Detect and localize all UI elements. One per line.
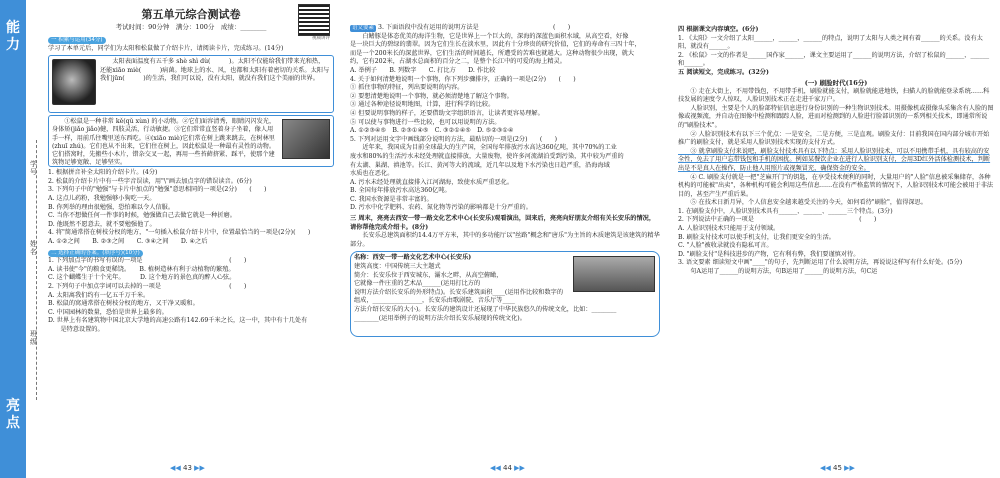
card-line: 组成，________________，长安乐由歌剧院、音乐厅等____: [354, 297, 515, 305]
section-intro: 长安乐总建筑面积约14.4万平方米，其中的多功能厅以"丝路"概念和"唐乐"为主旨的木质建筑是该建筑的精华部分。: [350, 232, 660, 248]
fill-line: 1. 《太阳》一文介绍了太阳______，______，______的特点，说明了太阳与人类之间有着______的关系。没有太阳，就没有______。: [678, 34, 983, 51]
option-line: ① 抓住事物的特征，列出要说明的内容。: [350, 84, 464, 92]
option-line: C. 我国水资源是非常丰富的。: [350, 195, 433, 203]
band-title-bottom: 亮点: [6, 398, 20, 431]
option-line: B. 全国每年排放污水高达360亿吨。: [350, 187, 451, 195]
option-line: A. 人脸识别技术只能用于支付领域。: [678, 225, 780, 233]
question-line: 3. 下列句子中的"勉强"与卡片中加点的"勉强"意思相同的一项是(2分) ( ): [48, 186, 267, 194]
card-line: 简介：长安乐位于西安城东，灞水之畔，从高空俯瞰，: [354, 271, 503, 279]
exam-title: 第五单元综合测试卷: [141, 8, 241, 21]
sun-card: [48, 55, 334, 113]
passage-line: 近年来，我国成为目前全球最大的生产国，全国每年排放污水高达360亿吨，其中70%的工业: [350, 144, 617, 152]
page-43: [0, 0, 340, 478]
question-line: 3. 下面语段中没有运用的说明方法是 ( ): [378, 24, 571, 31]
page-45: [670, 0, 1000, 478]
passage-line: 废水和80%的生活污水未经处理就直接排放，大量废物，使许多河流湖泊受到污染，其中较为严重的: [350, 152, 624, 160]
squirrel-card-text: ①松鼠是一种非常 kě(qǔ xùn) 的小动物。②它们面容清秀，眼睛闪闪发光，身体矫(jiǎo jiǎo)健，四肢灵活，行动敏捷。③它们常常直竖着身子坐着，像人用手一样，用前爪往嘴里送东西吃。④(xiāo miè)它们常在树上跳来跳去，在树林里(zhuī zhú)。它们也从不出来，它们住在树上，因此松鼠是一种最有灵性的动物。它们搭窝时，先搬些小木片，错杂交叉一起，再用一些苔藓挤紧、踩平，使那个建筑物足够宽敞、足够坚实。: [52, 118, 276, 167]
field-name: 姓名: [30, 240, 37, 256]
passage-paragraph: ② 人脸识别技术有以下三个优点：一是安全，二是方便，三是直观。刷脸支付：目前我国在国内部分城市开始推广的刷脸支付，就是采用人脸识别技术实现的支付方式。: [678, 130, 990, 147]
option-line: ② 要想清楚地说明一个事物，就必须清楚地了解这个事物。: [350, 92, 513, 100]
question-line: 2. 下列句子中加点字词可以去掉的一项是 ( ): [48, 282, 247, 290]
question-intro: 学习了本单元后，同学们为太阳和松鼠做了介绍卡片，请阅读卡片，完成练习。(14分): [48, 44, 284, 52]
card-line: 说明方法介绍长安乐的外形特点)。长安乐建筑面积____(运用作比较和数字的: [354, 288, 564, 296]
question-line: 2. 下列说法中正确的一项是 ( ): [678, 216, 877, 224]
section-heading: 四 根据课文内容填空。(6分): [678, 26, 759, 33]
option-line: C. 中国园林的数量，恐怕是世界上最多的。: [48, 308, 168, 316]
option-line: A. 太阳离我们约有一亿五千万千米。: [48, 291, 150, 299]
option-line: B. 松鼠的窝通常搭在树枝分杈的地方，又干净又暖和。: [48, 300, 199, 308]
passage-line: 约，它有202米，占湖水总面积的百分之二，是整个长江中的可爱的海上精灵。: [350, 58, 566, 66]
option-line: A. 污水未经处理就直接排入江河湖海，致使水质严重恶化。: [350, 178, 514, 186]
option-line: A. ①②之间 B. ②③之间 C. ③④之间 D. ④之后: [48, 237, 208, 245]
option-line: A. ①②③④⑤ B. ②③①④⑤ C. ③②①④⑤ D. ⑤②③①④: [350, 127, 514, 135]
question-line: 1. 根据拼音补全太阳的介绍卡片。(4分): [48, 169, 158, 177]
squirrel-card: [48, 115, 334, 167]
option-line: C. 这个蝴蝶生于十个光年。 D. 这个地方的景色真的醉人心弦。: [48, 274, 236, 282]
fill-line: 2. 《松鼠》一文的作者是______国作家______，课文主要运用了______的说明方法，介绍了松鼠的______、______和______。: [678, 51, 990, 68]
language-tag: 语文要素: [352, 25, 375, 31]
option-line: ③ 通过各种途径说明地图，计算，进行科学的比较。: [350, 101, 495, 109]
field-student-id: 学号: [30, 160, 37, 176]
passage-line: 白鳍豚是体态优美的海洋生物，它是世界上一个巨大的，深海的深蓝色面积水域，从高空看，好像: [350, 32, 629, 40]
passage-paragraph: ① 走在大街上，不用带钱包，不用带手机，刷脸就能支付，刷脸就能进地铁，扫描人的脸就能登录系统……科技发展的速度令人惊叹，人脸识别技术正在走进千家万户。: [678, 87, 990, 104]
option-line: C. 当你不想做任何一件事的时候，勉强做自己去做它就是一种折磨。: [48, 212, 236, 220]
question-line: 3. 语文要素 细读短文中画"____"的句子，先判断运用了什么说明方法，再说说这样写有什么好处。(5分): [678, 259, 963, 267]
binding-line: [36, 140, 38, 400]
option-line: B. 刷脸支付技术可以使手机支付，让我们更安全的生活。: [678, 233, 835, 241]
option-line: A. 举例子 B. 列数字 C. 打比方 D. 作比较: [350, 66, 496, 74]
passage-paragraph: ③ 就拿刷脸支付来说吧，刷脸支付技术具有以下特点：采用人脸识别技术、可以不用携带手机，具有较高的安全性，免去了用户忘带钱包和手机的困扰。例如某餐饮企业在进行人脸识别支付，会用3D红外活体检测技术，判断出是不是真人在操作，防止他人用照片或视频冒充，确保资金的安全。: [678, 147, 991, 172]
field-class: 班级: [30, 330, 37, 346]
page-44-content: [350, 0, 660, 339]
page-45-content: [678, 0, 994, 277]
section-heading: 五 阅读短文，完成练习。(32分): [678, 68, 769, 76]
card-line: 名称：西安一带一路文化艺术中心(长安乐): [354, 254, 472, 262]
side-band: [0, 0, 26, 478]
passage-line: 水质也在恶化。: [350, 170, 394, 178]
passage-line: 有太湖、巢湖、滇池等。长江、黄河等大的流域，近几年以及地下水污染也日趋严重，沿海海域: [350, 161, 610, 169]
option-line: D. 污水中化学肥料、农药、氮化物等污染的影响都是十分严重的。: [350, 204, 532, 212]
option-line: B. 你列举的理由很勉强，恐怕难以令人信服。: [48, 203, 175, 211]
card-line: ________(运用举例子的说明方法介绍长安乐展现的传统文化)。: [354, 314, 526, 322]
page-44: [340, 0, 670, 478]
sun-image: [52, 59, 96, 105]
option-line: A. 读书使"今"的粮食更稀饶。 B. 植树造林有利于动植物的繁殖。: [48, 265, 235, 273]
page-number-43: ◀◀ 43 ▶▶: [170, 464, 205, 472]
squirrel-image: [282, 119, 330, 159]
card-line: 方法介绍长安乐的大小)。长安乐的建筑设计还展现了中华民族悠久的传统文化，比如：________: [354, 306, 617, 313]
question-line: 5. 下列对运用文字中画线部分说明的方法，最贴切的一项是(2分) ( ): [350, 135, 558, 143]
exam-meta: 考试时间：90分钟 满分：100分 成绩：________: [115, 23, 267, 31]
option-line: C. "人脸"被收录就没有隐私可言。: [678, 242, 773, 250]
section-tag: 二 选择正确的答案。(填序号)(10分): [48, 250, 143, 257]
page-number-45: ◀◀ 45 ▶▶: [820, 464, 855, 472]
sun-card-text: 太阳表面温度有五千多 shè shì dù( )。太阳不仅能给我们带来光和热，还能xiāo miè( )病菌。地球上的水、风，也都和太阳有着密切的关系。太阳与我们jūn( )的生活，我们可以说，没有太阳，就没有我们这个美丽的世界。: [100, 58, 330, 82]
page-number-44: ◀◀ 44 ▶▶: [490, 464, 525, 472]
section-heading: 三 周末，亮亮去西安一带一路文化艺术中心(长安乐)观看演出，回来后，亮亮向好朋友介绍有关长安乐的情况，请你帮他完成介绍卡。(8分): [350, 215, 656, 231]
question-line: 4. 将"简通常搭在树枝分杈的地方，"一句插入松鼠介绍卡片中，位置最恰当的一项是(2分)( ): [48, 229, 311, 237]
passage-title: (一) 刷脸时代(16分): [804, 78, 868, 87]
section-tag: 一 积累与运用(34分): [48, 37, 106, 44]
question-line: 2. 松鼠的介绍卡片中有一些字音误读，用"\"画去加点字的错误读音。(6分): [48, 177, 252, 185]
passage-paragraph: ④ C. 刷脸支付就是一把"芝麻开门"的钥匙，在享受技术便利的同时，大量用户的"人脸"信息被采集储存，各种机构的可能被"出卖"，各种机构可能会利用这些信息……在没有严格监管的情况下，人脸识别技术可能会被用于非法目的，甚至产生严重后果。: [678, 173, 994, 198]
option-line: ④ 但要说明事物的样子，还要借助文字组织语言，让读者更容易理解。: [350, 109, 544, 117]
option-line: ⑤ 可以使与事物进行一些比较，也可以用说明的方法。: [350, 118, 501, 126]
question-line: 4. 关于如何清楚地说明一个事物，你下列步骤排序，正确的一项是(2分) ( ): [350, 75, 576, 83]
option-line: D. 世界上有名建筑物中国北京大学地的高速公路有142.69千米之长，这一中，其中有十几处有: [48, 317, 308, 325]
passage-line: 而是一个200米长的深蓝世界，它们生活的时间越长，所遭受的苦难也就越大。这种动物很少出现，就大: [350, 49, 635, 57]
question-line: 1. 下列加点字的书写有误的一项是 ( ): [48, 257, 247, 265]
passage-line: 是一块巨大的碧绿的翡翠。因为它们生长在淡水里，因此有十分珍贵的研究价值，它们的寿命有三四十年，: [350, 41, 641, 49]
info-card: [350, 251, 660, 337]
option-line: D. 他既然不愿意去，就不要勉强他了。: [48, 220, 156, 228]
page-43-content: [48, 0, 334, 334]
building-image: [573, 256, 655, 292]
question-line: 句A运用了______的说明方法，句B运用了______的说明方法，句C运: [678, 268, 878, 276]
qr-code-icon: [298, 4, 330, 36]
question-line: 1. 在刷脸支付中，人脸识别技术具有______、______、______三个特点。(3分): [678, 207, 893, 215]
card-line: 它就像一件庄重的艺术品______(运用打比方的: [354, 280, 481, 288]
qr-caption: 视频讲评: [312, 36, 330, 41]
option-line: A. 这点儿药粉，我勉强够小狗吃一天。: [48, 194, 156, 202]
option-line: D. "刷脸支付"是科技进步的产物，它有利有弊，我们要谨慎对待。: [678, 250, 860, 258]
passage-paragraph: 人脸识别，主要是个人的脸部特征信息进行身份识别的一种生物识别技术。用摄像机或摄像头采集含有人脸的图像或视频流，并自动在图像中检测和跟踪人脸，进而对检测到的人脸进行脸部识别的一系列相关技术，即通常所说的"刷脸技术"。: [678, 104, 994, 129]
band-title-top: 能力: [6, 20, 20, 53]
card-line: 建筑高度：中国传统三大主题式: [354, 263, 441, 271]
option-line: 是特意设置的。: [48, 325, 104, 333]
passage-paragraph: ⑤ 在技术日新月异，个人信息安全越来越受关注的今天，如何看待"刷脸"，值得深思。: [678, 199, 927, 207]
